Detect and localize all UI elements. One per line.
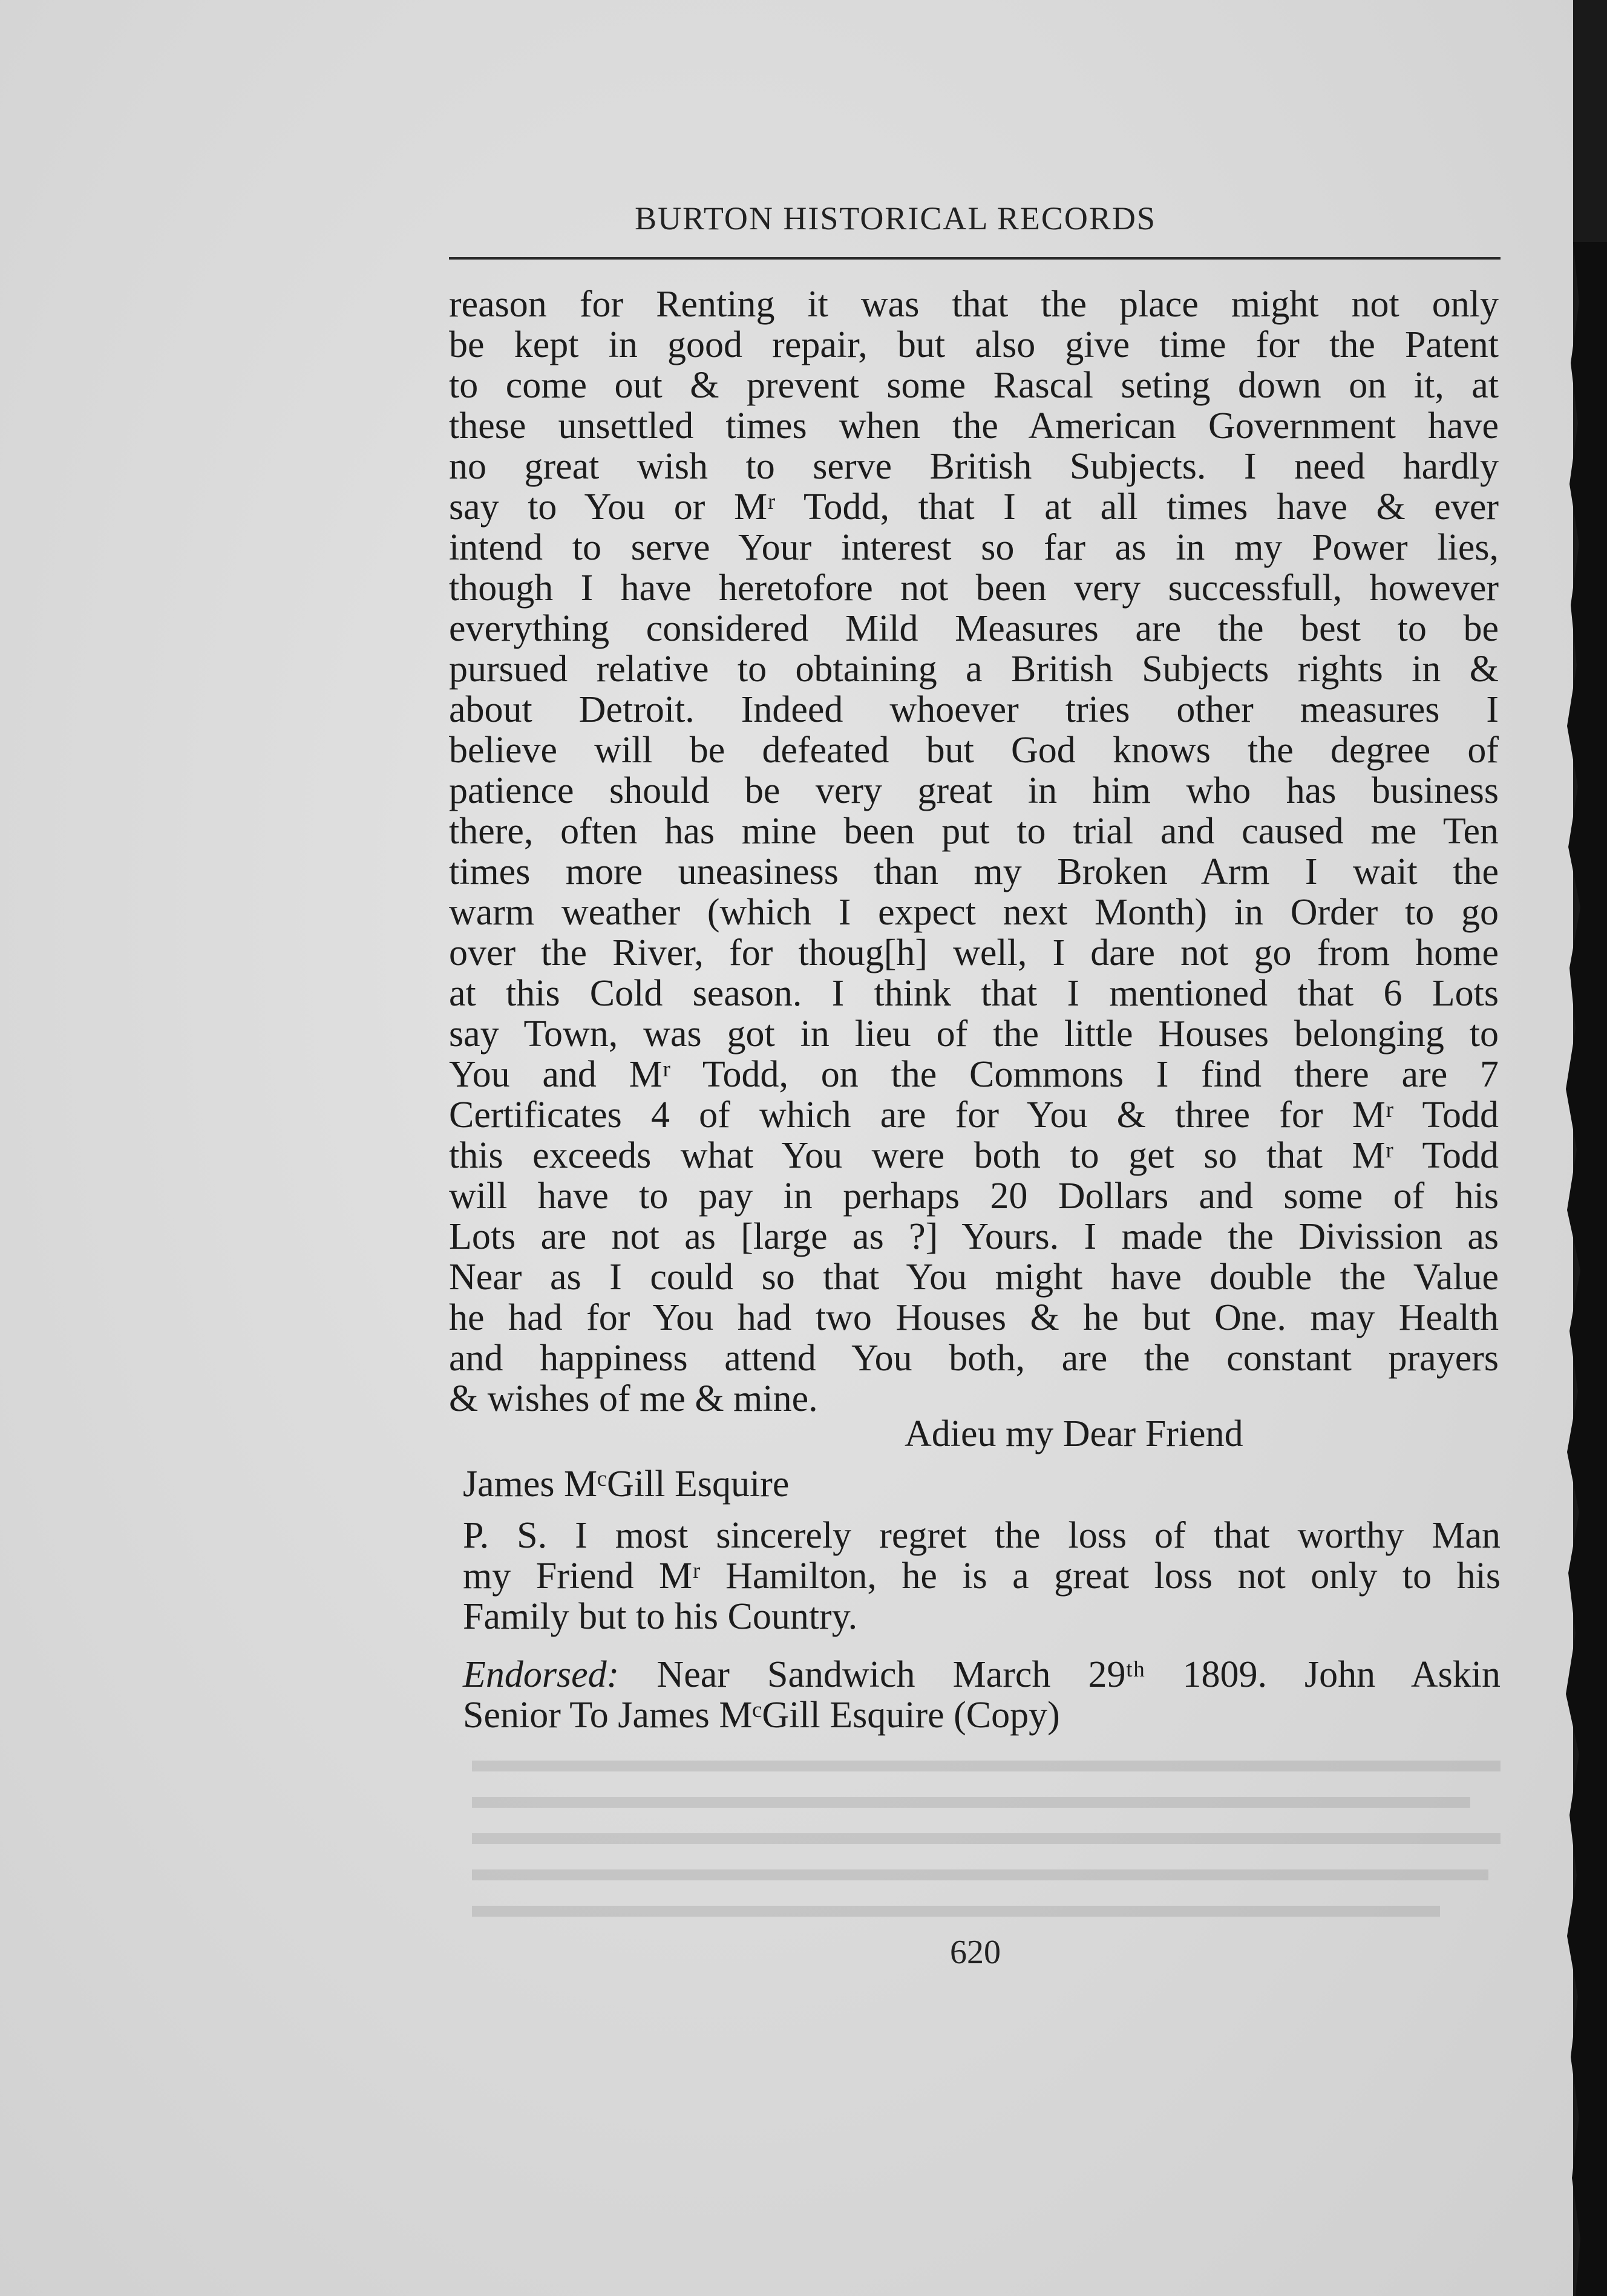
postscript-line: my Friend Mʳ Hamilton, he is a great loss not only to his <box>463 1555 1501 1597</box>
letter-body <box>449 284 1499 1419</box>
running-header: BURTON HISTORICAL RECORDS <box>635 200 1156 237</box>
letter-line: & wishes of me & mine. <box>449 1378 818 1419</box>
header-rule <box>449 257 1501 260</box>
letter-line: Near as I could so that You might have double the Value <box>449 1257 1499 1298</box>
letter-line: patience should be very great in him who has business <box>449 770 1499 811</box>
letter-line: at this Cold season. I think that I mentioned that 6 Lots <box>449 973 1499 1014</box>
letter-line: Lots are not as [large as ?] Yours. I made the Divission as <box>449 1216 1499 1257</box>
bleed-through-texture <box>472 1755 1501 1948</box>
letter-line: say Town, was got in lieu of the little Houses belonging to <box>449 1013 1499 1055</box>
postscript-line: Family but to his Country. <box>463 1596 858 1637</box>
endorsement-label: Endorsed: <box>463 1654 620 1695</box>
letter-addressee: James MᶜGill Esquire <box>463 1464 790 1505</box>
letter-line: Certificates 4 of which are for You & three for Mʳ Todd <box>449 1094 1499 1136</box>
letter-line: to come out & prevent some Rascal seting down on it, at <box>449 365 1499 406</box>
letter-line: say to You or Mʳ Todd, that I at all times have & ever <box>449 486 1499 528</box>
letter-line: will have to pay in perhaps 20 Dollars and some of his <box>449 1176 1499 1217</box>
letter-line: You and Mʳ Todd, on the Commons I find there are 7 <box>449 1054 1499 1095</box>
letter-line: these unsettled times when the American Government have <box>449 405 1499 446</box>
letter-line: this exceeds what You were both to get so that Mʳ Todd <box>449 1135 1499 1176</box>
letter-line: be kept in good repair, but also give time for the Patent <box>449 324 1499 365</box>
letter-line: everything considered Mild Measures are the best to be <box>449 608 1499 649</box>
letter-line: reason for Renting it was that the place might not only <box>449 284 1499 325</box>
endorsement-text: Near Sandwich March 29ᵗʰ 1809. John Askin <box>656 1654 1501 1695</box>
letter-line: times more uneasiness than my Broken Arm I wait the <box>449 851 1499 892</box>
letter-closing: Adieu my Dear Friend <box>905 1413 1243 1454</box>
postscript <box>463 1516 1501 1637</box>
letter-line: and happiness attend You both, are the constant prayers <box>449 1338 1499 1379</box>
letter-line: he had for You had two Houses & he but One. may Health <box>449 1297 1499 1338</box>
letter-line: intend to serve Your interest so far as in my Power lies, <box>449 527 1499 568</box>
letter-line: though I have heretofore not been very successfull, however <box>449 567 1499 609</box>
postscript-line: P. S. I most sincerely regret the loss of that worthy Man <box>463 1515 1501 1556</box>
endorsement-line <box>463 1655 1501 1695</box>
letter-line: over the River, for thoug[h] well, I dare not go from home <box>449 932 1499 973</box>
letter-line: believe will be defeated but God knows the degree of <box>449 730 1499 771</box>
torn-page-edge <box>1549 242 1607 2296</box>
letter-line: no great wish to serve British Subjects. I need hardly <box>449 446 1499 487</box>
letter-line: about Detroit. Indeed whoever tries other measures I <box>449 689 1499 730</box>
endorsement-line: Senior To James MᶜGill Esquire (Copy) <box>463 1695 1060 1736</box>
page-number: 620 <box>950 1934 1001 1971</box>
endorsement <box>463 1655 1501 1736</box>
letter-line: warm weather (which I expect next Month) in Order to go <box>449 892 1499 933</box>
letter-line: there, often has mine been put to trial and caused me Ten <box>449 811 1499 852</box>
letter-line: pursued relative to obtaining a British Subjects rights in & <box>449 649 1499 690</box>
